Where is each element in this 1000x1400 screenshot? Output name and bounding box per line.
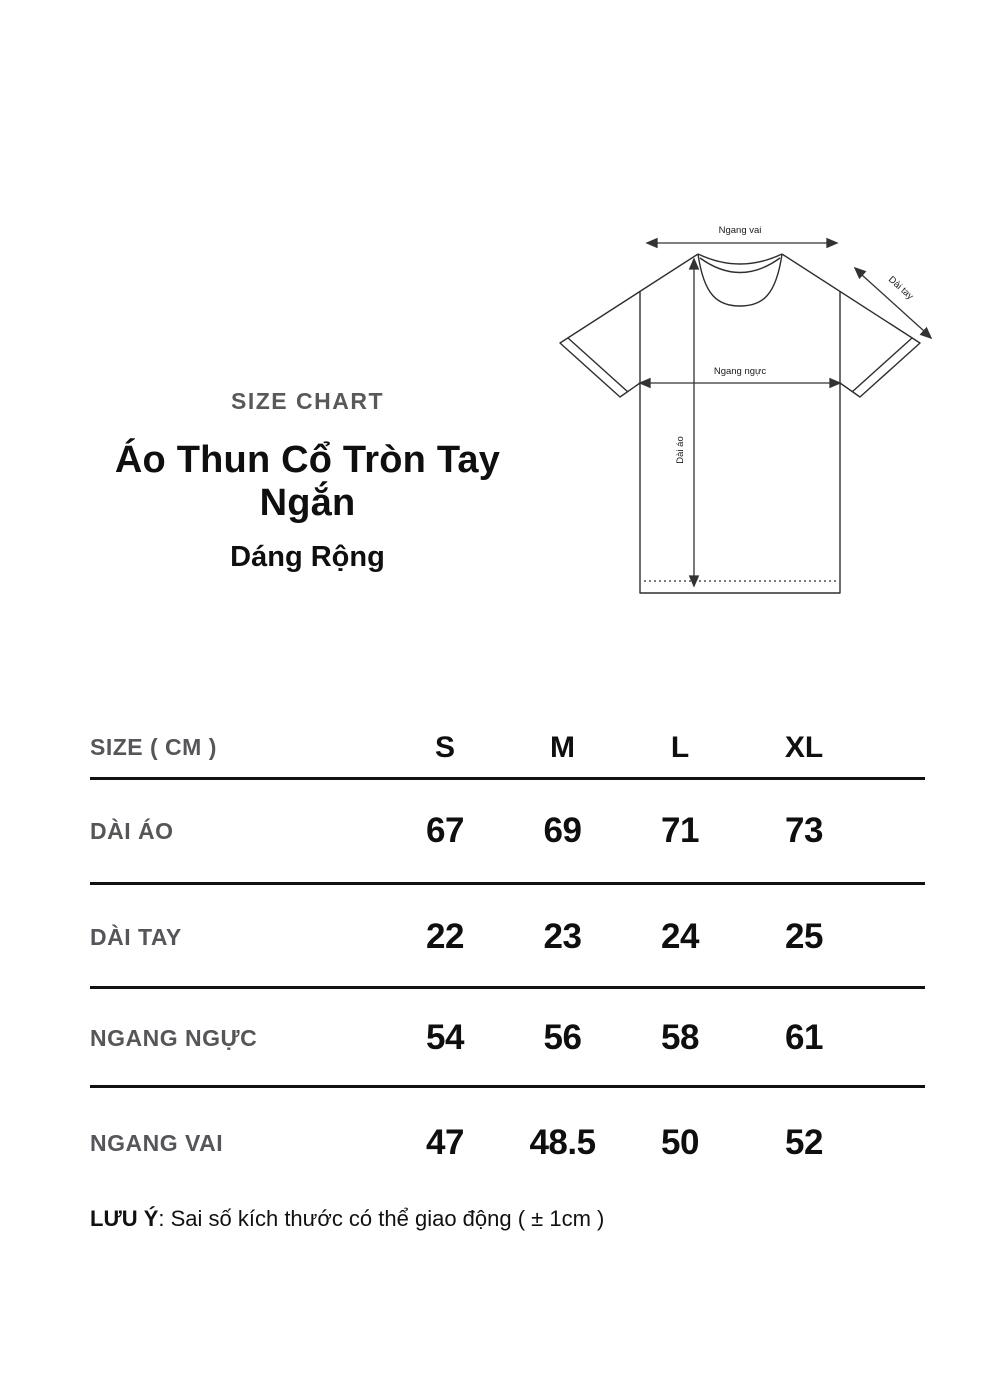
dimension-arrows: [640, 239, 931, 586]
shoulder-width-arrow: [647, 239, 837, 248]
eyebrow-size-chart: SIZE CHART: [231, 388, 384, 414]
row-label: NGANG VAI: [90, 1129, 224, 1156]
table-row-dai-ao: [90, 780, 868, 882]
cell-value: 56: [543, 1018, 582, 1057]
cell-value: 61: [785, 1018, 823, 1057]
tolerance-note: [90, 1206, 604, 1232]
cell-value: 25: [785, 917, 823, 956]
label-dai-ao: Dài áo: [675, 436, 686, 464]
body-length-arrow: [690, 259, 699, 586]
cell-value: 54: [426, 1018, 464, 1057]
label-ngang-vai: Ngang vai: [718, 225, 762, 236]
cell-value: 69: [543, 811, 582, 850]
note-text: : Sai số kích thước có thể giao động ( ± 1cm ): [158, 1206, 605, 1231]
row-label: DÀI ÁO: [90, 817, 174, 844]
row-label: NGANG NGỰC: [90, 1024, 258, 1051]
size-col-s: S: [434, 730, 455, 764]
label-dai-tay: Dài tay: [886, 274, 916, 303]
row-label: DÀI TAY: [90, 923, 182, 950]
size-col-xl: XL: [784, 730, 824, 764]
tshirt-outline: [560, 254, 920, 593]
table-row-dai-tay: [90, 885, 868, 989]
table-unit-header: SIZE ( CM ): [90, 734, 217, 760]
chest-width-arrow: [640, 379, 840, 388]
cell-value: 67: [426, 811, 464, 850]
title-block: [70, 388, 545, 574]
table-header-row: [90, 718, 868, 777]
product-fit-subtitle: Dáng Rộng: [230, 541, 385, 573]
cell-value: 73: [785, 811, 823, 850]
size-col-m: M: [550, 730, 575, 764]
cell-value: 48.5: [529, 1123, 596, 1162]
cell-value: 52: [785, 1123, 823, 1162]
cell-value: 23: [543, 917, 582, 956]
product-title: Áo Thun Cổ Tròn Tay Ngắn: [114, 439, 501, 524]
tshirt-diagram-svg: [558, 200, 962, 620]
cell-value: 58: [661, 1018, 699, 1057]
cell-value: 47: [426, 1123, 464, 1162]
cell-value: 24: [661, 917, 699, 956]
table-row-ngang-nguc: [90, 989, 868, 1087]
size-col-l: L: [670, 730, 690, 764]
label-ngang-nguc: Ngang ngực: [713, 366, 767, 377]
cell-value: 22: [426, 917, 464, 956]
cell-value: 50: [661, 1123, 699, 1162]
tshirt-diagram: [558, 200, 962, 620]
note-label: LƯU Ý: [90, 1206, 159, 1231]
cell-value: 71: [661, 811, 699, 850]
table-row-ngang-vai: [90, 1088, 868, 1198]
